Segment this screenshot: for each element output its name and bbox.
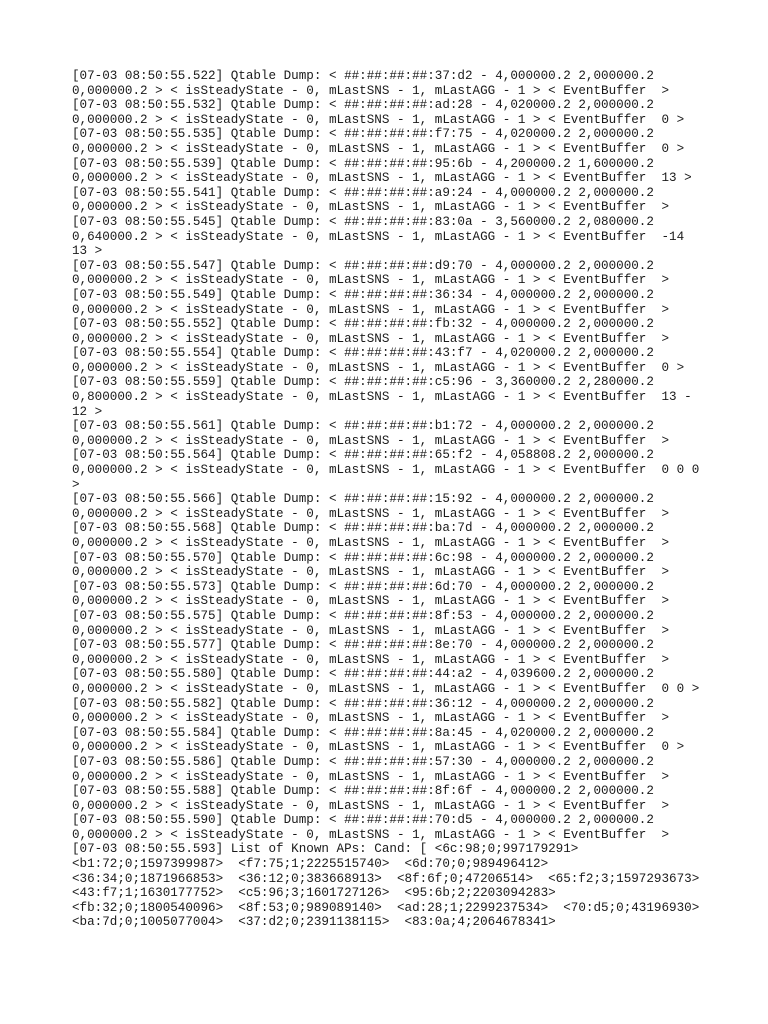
log-line: <36:34;0;1871966853> <36:12;0;383668913> <8f:6f;0;47206514> <65:f2;3;1597293673>	[72, 871, 700, 886]
log-line: 0,000000.2 > < isSteadyState - 0, mLastSNS - 1, mLastAGG - 1 > < EventBuffer >	[72, 711, 670, 726]
log-line: [07-03 08:50:55.564] Qtable Dump: < ##:##:##:##:65:f2 - 4,058808.2 2,000000.2	[72, 448, 654, 463]
log-line: [07-03 08:50:55.566] Qtable Dump: < ##:##:##:##:15:92 - 4,000000.2 2,000000.2	[72, 492, 654, 507]
log-line: 13 >	[72, 244, 103, 259]
log-line: [07-03 08:50:55.580] Qtable Dump: < ##:##:##:##:44:a2 - 4,039600.2 2,000000.2	[72, 667, 654, 682]
log-line: 0,640000.2 > < isSteadyState - 0, mLastSNS - 1, mLastAGG - 1 > < EventBuffer -14	[72, 229, 685, 244]
log-line: [07-03 08:50:55.549] Qtable Dump: < ##:##:##:##:36:34 - 4,000000.2 2,000000.2	[72, 287, 654, 302]
log-line: <b1:72;0;1597399987> <f7:75;1;2225515740> <6d:70;0;989496412>	[72, 857, 549, 872]
log-line: [07-03 08:50:55.522] Qtable Dump: < ##:##:##:##:37:d2 - 4,000000.2 2,000000.2	[72, 69, 654, 83]
log-line: 12 >	[72, 404, 103, 419]
log-line: [07-03 08:50:55.584] Qtable Dump: < ##:##:##:##:8a:45 - 4,020000.2 2,000000.2	[72, 725, 654, 740]
log-line: 0,000000.2 > < isSteadyState - 0, mLastSNS - 1, mLastAGG - 1 > < EventBuffer >	[72, 623, 670, 638]
log-line: 0,000000.2 > < isSteadyState - 0, mLastSNS - 1, mLastAGG - 1 > < EventBuffer >	[72, 652, 670, 667]
log-line: 0,000000.2 > < isSteadyState - 0, mLastSNS - 1, mLastAGG - 1 > < EventBuffer >	[72, 273, 670, 288]
log-line: [07-03 08:50:55.588] Qtable Dump: < ##:##:##:##:8f:6f - 4,000000.2 2,000000.2	[72, 784, 654, 799]
log-line: [07-03 08:50:55.593] List of Known APs: Cand: [ <6c:98;0;997179291>	[72, 842, 579, 857]
log-line: [07-03 08:50:55.547] Qtable Dump: < ##:##:##:##:d9:70 - 4,000000.2 2,000000.2	[72, 258, 654, 273]
log-line: [07-03 08:50:55.575] Qtable Dump: < ##:##:##:##:8f:53 - 4,000000.2 2,000000.2	[72, 608, 654, 623]
log-line: 0,000000.2 > < isSteadyState - 0, mLastSNS - 1, mLastAGG - 1 > < EventBuffer >	[72, 594, 670, 609]
log-line: 0,000000.2 > < isSteadyState - 0, mLastSNS - 1, mLastAGG - 1 > < EventBuffer 0 >	[72, 360, 685, 375]
log-line: 0,000000.2 > < isSteadyState - 0, mLastSNS - 1, mLastAGG - 1 > < EventBuffer 0 >	[72, 112, 685, 127]
log-line: [07-03 08:50:55.590] Qtable Dump: < ##:##:##:##:70:d5 - 4,000000.2 2,000000.2	[72, 813, 654, 828]
log-line: 0,000000.2 > < isSteadyState - 0, mLastSNS - 1, mLastAGG - 1 > < EventBuffer >	[72, 506, 670, 521]
log-line: [07-03 08:50:55.541] Qtable Dump: < ##:##:##:##:a9:24 - 4,000000.2 2,000000.2	[72, 185, 654, 200]
log-line: 0,000000.2 > < isSteadyState - 0, mLastSNS - 1, mLastAGG - 1 > < EventBuffer 0 0 >	[72, 681, 700, 696]
log-line: [07-03 08:50:55.573] Qtable Dump: < ##:##:##:##:6d:70 - 4,000000.2 2,000000.2	[72, 579, 654, 594]
log-line: 0,000000.2 > < isSteadyState - 0, mLastSNS - 1, mLastAGG - 1 > < EventBuffer 0 >	[72, 141, 685, 156]
log-line: [07-03 08:50:55.559] Qtable Dump: < ##:##:##:##:c5:96 - 3,360000.2 2,280000.2	[72, 375, 654, 390]
log-line: [07-03 08:50:55.582] Qtable Dump: < ##:##:##:##:36:12 - 4,000000.2 2,000000.2	[72, 696, 654, 711]
log-line: <43:f7;1;1630177752> <c5:96;3;1601727126> <95:6b;2;2203094283>	[72, 886, 556, 901]
log-line: 0,000000.2 > < isSteadyState - 0, mLastSNS - 1, mLastAGG - 1 > < EventBuffer >	[72, 827, 670, 842]
log-line: [07-03 08:50:55.545] Qtable Dump: < ##:##:##:##:83:0a - 3,560000.2 2,080000.2	[72, 214, 654, 229]
log-line: [07-03 08:50:55.539] Qtable Dump: < ##:##:##:##:95:6b - 4,200000.2 1,600000.2	[72, 156, 654, 171]
log-line: [07-03 08:50:55.535] Qtable Dump: < ##:##:##:##:f7:75 - 4,020000.2 2,000000.2	[72, 127, 654, 142]
log-line: [07-03 08:50:55.532] Qtable Dump: < ##:##:##:##:ad:28 - 4,020000.2 2,000000.2	[72, 98, 654, 113]
log-line: [07-03 08:50:55.568] Qtable Dump: < ##:##:##:##:ba:7d - 4,000000.2 2,000000.2	[72, 521, 654, 536]
log-line: 0,000000.2 > < isSteadyState - 0, mLastSNS - 1, mLastAGG - 1 > < EventBuffer >	[72, 331, 670, 346]
log-line: 0,000000.2 > < isSteadyState - 0, mLastSNS - 1, mLastAGG - 1 > < EventBuffer 0 0 0	[72, 463, 700, 478]
log-line: >	[72, 477, 80, 492]
log-line: 0,000000.2 > < isSteadyState - 0, mLastSNS - 1, mLastAGG - 1 > < EventBuffer >	[72, 302, 670, 317]
log-line: 0,000000.2 > < isSteadyState - 0, mLastSNS - 1, mLastAGG - 1 > < EventBuffer 0 >	[72, 740, 685, 755]
log-text-block	[72, 69, 702, 930]
log-line: 0,000000.2 > < isSteadyState - 0, mLastSNS - 1, mLastAGG - 1 > < EventBuffer >	[72, 200, 670, 215]
log-line: 0,000000.2 > < isSteadyState - 0, mLastSNS - 1, mLastAGG - 1 > < EventBuffer >	[72, 769, 670, 784]
log-line: [07-03 08:50:55.552] Qtable Dump: < ##:##:##:##:fb:32 - 4,000000.2 2,000000.2	[72, 317, 654, 332]
log-line: [07-03 08:50:55.554] Qtable Dump: < ##:##:##:##:43:f7 - 4,020000.2 2,000000.2	[72, 346, 654, 361]
log-line: 0,000000.2 > < isSteadyState - 0, mLastSNS - 1, mLastAGG - 1 > < EventBuffer 13 >	[72, 171, 692, 186]
log-line: 0,000000.2 > < isSteadyState - 0, mLastSNS - 1, mLastAGG - 1 > < EventBuffer >	[72, 433, 670, 448]
log-line: [07-03 08:50:55.577] Qtable Dump: < ##:##:##:##:8e:70 - 4,000000.2 2,000000.2	[72, 638, 654, 653]
log-line: 0,800000.2 > < isSteadyState - 0, mLastSNS - 1, mLastAGG - 1 > < EventBuffer 13 -	[72, 390, 692, 405]
log-line: <fb:32;0;1800540096> <8f:53;0;989089140> <ad:28;1;2299237534> <70:d5;0;43196930>	[72, 900, 700, 915]
log-line: [07-03 08:50:55.586] Qtable Dump: < ##:##:##:##:57:30 - 4,000000.2 2,000000.2	[72, 754, 654, 769]
log-line: [07-03 08:50:55.570] Qtable Dump: < ##:##:##:##:6c:98 - 4,000000.2 2,000000.2	[72, 550, 654, 565]
log-line: 0,000000.2 > < isSteadyState - 0, mLastSNS - 1, mLastAGG - 1 > < EventBuffer >	[72, 83, 670, 98]
log-line: [07-03 08:50:55.561] Qtable Dump: < ##:##:##:##:b1:72 - 4,000000.2 2,000000.2	[72, 419, 654, 434]
log-line: 0,000000.2 > < isSteadyState - 0, mLastSNS - 1, mLastAGG - 1 > < EventBuffer >	[72, 798, 670, 813]
log-line: 0,000000.2 > < isSteadyState - 0, mLastSNS - 1, mLastAGG - 1 > < EventBuffer >	[72, 565, 670, 580]
log-line: <ba:7d;0;1005077004> <37:d2;0;2391138115> <83:0a;4;2064678341>	[72, 915, 556, 930]
log-line: 0,000000.2 > < isSteadyState - 0, mLastSNS - 1, mLastAGG - 1 > < EventBuffer >	[72, 536, 670, 550]
